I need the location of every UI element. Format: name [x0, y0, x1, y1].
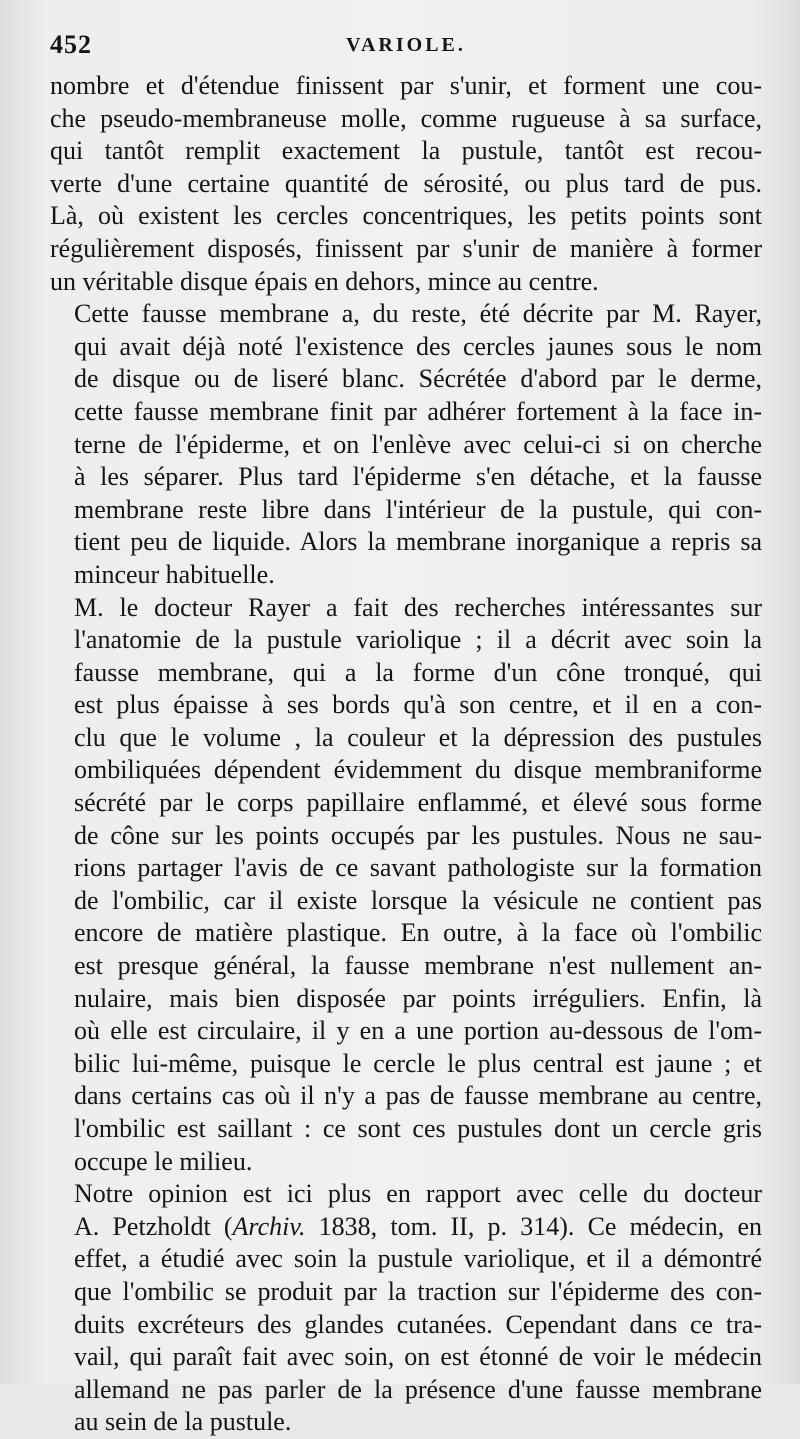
text-line: qui tantôt remplit exactement la pustule, tantôt est recou- — [50, 136, 762, 166]
text-line: où elle est circulaire, il y en a une portion au-dessous de l'om- — [74, 1016, 762, 1046]
text-line: l'ombilic est saillant : ce sont ces pustules dont un cercle gris — [74, 1114, 762, 1143]
paragraph — [50, 592, 762, 1179]
text-line: un véritable disque épais en dehors, mince au centre. — [50, 266, 599, 296]
text-line: che pseudo-membraneuse molle, comme rugueuse à sa surface, — [50, 103, 762, 133]
text-line: l'anatomie de la pustule variolique ; il a décrit avec soin la — [74, 625, 762, 655]
running-head — [50, 30, 762, 64]
text-line: vail, qui paraît fait avec soin, on est étonné de voir le médecin — [74, 1342, 762, 1372]
text-line: ombiliquées dépendent évidemment du disque membraniforme — [74, 755, 762, 785]
text-line: terne de l'épiderme, et on l'enlève avec celui-ci si on cherche — [74, 429, 762, 459]
text-line: occupe le milieu. — [74, 1146, 253, 1176]
text-line: nombre et d'étendue finissent par s'unir, et forment une cou- — [50, 71, 762, 100]
page-number: 452 — [50, 30, 92, 59]
text-line: nulaire, mais bien disposée par points irréguliers. Enfin, là — [74, 983, 762, 1013]
text-line: tient peu de liquide. Alors la membrane inorganique a repris sa — [74, 527, 762, 557]
text-line: duits excréteurs des glandes cutanées. Cependant dans ce tra- — [74, 1309, 762, 1339]
text-line: régulièrement disposés, finissent par s'unir de manière à former — [50, 233, 762, 263]
text-line: qui avait déjà noté l'existence des cercles jaunes sous le nom — [74, 331, 762, 361]
text-line: Notre opinion est ici plus en rapport avec celle du docteur — [74, 1179, 762, 1209]
text-line: de l'ombilic, car il existe lorsque la vésicule ne contient pas — [74, 885, 762, 915]
text-line: de cône sur les points occupés par les pustules. Nous ne sau- — [74, 820, 762, 850]
paragraph — [50, 70, 762, 298]
text-line: sécrété par le corps papillaire enflammé, et élevé sous forme — [74, 788, 762, 818]
text-line: de disque ou de liseré blanc. Sécrétée d'abord par le derme, — [74, 364, 762, 394]
text-line: minceur habituelle. — [74, 559, 275, 589]
body-text — [50, 70, 762, 1439]
text-line: Cette fausse membrane a, du reste, été décrite par M. Rayer, — [74, 299, 762, 329]
text-line: cette fausse membrane finit par adhérer fortement à la face in- — [74, 396, 762, 426]
text-line: Là, où existent les cercles concentriques, les petits points sont — [50, 201, 762, 231]
text-line: rions partager l'avis de ce savant pathologiste sur la formation — [74, 853, 762, 883]
paragraph — [50, 298, 762, 591]
journal-title: Archiv. — [232, 1211, 306, 1241]
text-line: que l'ombilic se produit par la traction sur l'épiderme des con- — [74, 1276, 762, 1306]
text-line: membrane reste libre dans l'intérieur de la pustule, qui con- — [74, 494, 762, 524]
text-line: encore de matière plastique. En outre, à la face où l'ombilic — [74, 918, 762, 948]
text-line: à les séparer. Plus tard l'épiderme s'en détache, et la fausse — [74, 462, 762, 492]
text-line: effet, a étudié avec soin la pustule variolique, et il a démontré — [74, 1244, 762, 1274]
text-line: est plus épaisse à ses bords qu'à son centre, et il en a con- — [74, 690, 762, 720]
text-line: est presque général, la fausse membrane n'est nullement an- — [74, 951, 762, 981]
text-line: fausse membrane, qui a la forme d'un cône tronqué, qui — [74, 657, 762, 687]
text-line: dans certains cas où il n'y a pas de fausse membrane au centre, — [74, 1081, 762, 1111]
text-line: au sein de la pustule. — [74, 1407, 292, 1437]
text-line: clu que le volume , la couleur et la dépression des pustules — [74, 722, 762, 752]
text-line: M. le docteur Rayer a fait des recherches intéressantes sur — [74, 592, 762, 622]
text-line: bilic lui-même, puisque le cercle le plus central est jaune ; et — [74, 1048, 762, 1078]
text-line: verte d'une certaine quantité de sérosité, ou plus tard de pus. — [50, 168, 762, 198]
paragraph — [50, 1178, 762, 1439]
running-title: VARIOLE. — [346, 34, 466, 56]
text-line: allemand ne pas parler de la présence d'une fausse membrane — [74, 1374, 762, 1404]
text-line: A. Petzholdt (Archiv. 1838, tom. II, p. 314). Ce médecin, en — [74, 1211, 762, 1241]
